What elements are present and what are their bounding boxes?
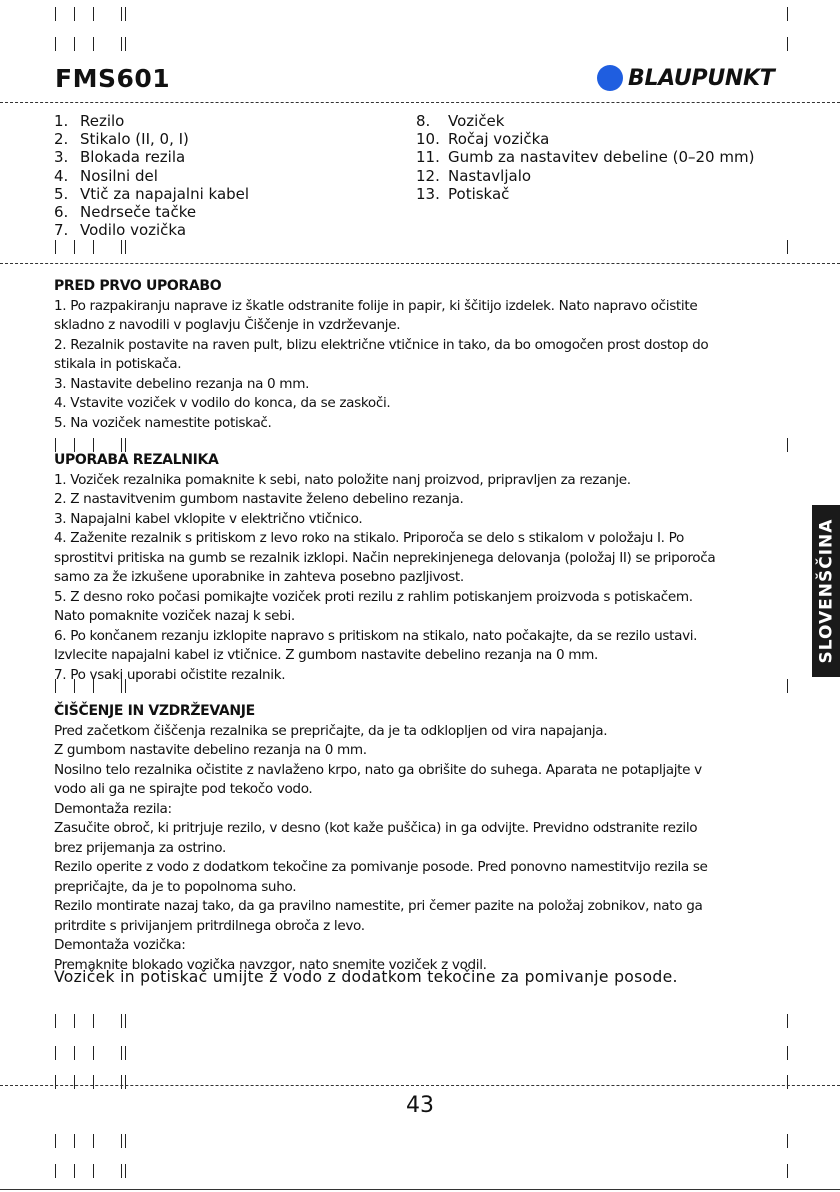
text-line: Premaknite blokado vozička navzgor, nato snemite voziček z vodil. [54, 956, 487, 973]
list-item: 10. Ročaj vozička [416, 130, 550, 149]
crop-mark [121, 1046, 122, 1060]
crop-mark [125, 1046, 126, 1060]
text-line: Rezilo montirate nazaj tako, da ga pravilno namestite, pri čemer pazite na položaj zobnikov, nato ga [54, 898, 703, 914]
guide-line [0, 102, 840, 103]
crop-mark [93, 7, 94, 21]
crop-mark [787, 679, 788, 693]
text-line: 2. Rezalnik postavite na raven pult, blizu električne vtičnice in tako, da bo omogočen prost dostop do [54, 336, 709, 353]
brand-name: BLAUPUNKT [628, 65, 775, 91]
list-item: 2. Stikalo (II, 0, I) [54, 130, 189, 149]
crop-mark [121, 1014, 122, 1028]
text-line: 3. Napajalni kabel vklopite v električno vtičnico. [54, 510, 363, 527]
crop-mark [55, 7, 56, 21]
crop-mark [55, 1046, 56, 1060]
text-line: Rezilo operite z vodo z dodatkom tekočine za pomivanje posode. Pred ponovno namestitvijo rezila se [54, 859, 708, 875]
language-tab [812, 505, 840, 677]
guide-line [0, 263, 840, 264]
crop-mark [55, 438, 56, 452]
crop-mark [787, 7, 788, 21]
crop-mark [121, 240, 122, 254]
crop-mark [93, 1134, 94, 1148]
text-line: 5. Z desno roko počasi pomikajte voziček proti rezilu z rahlim potiskanjem proizvoda s potiskačem. [54, 588, 693, 605]
text-line: 5. Na voziček namestite potiskač. [54, 414, 272, 431]
crop-mark [787, 438, 788, 452]
text-line: brez prijemanja za ostrino. [54, 839, 226, 856]
text-line: 3. Nastavite debelino rezanja na 0 mm. [54, 375, 310, 392]
text-line: 7. Po vsaki uporabi očistite rezalnik. [54, 666, 286, 683]
list-item: 8. Voziček [416, 112, 505, 130]
text-line: pritrdite s privijanjem pritrdilnega obroča z levo. [54, 917, 365, 934]
text-line: Pred začetkom čiščenja rezalnika se prepričajte, da je ta odklopljen od vira napajanja. [54, 722, 608, 739]
list-item: 12. Nastavljalo [416, 166, 532, 185]
crop-mark [93, 240, 94, 254]
list-item: 11. Gumb za nastavitev debeline (0–20 mm) [416, 148, 755, 167]
language-label: SLOVENŠČINA [816, 518, 836, 664]
crop-mark [787, 1014, 788, 1028]
text-line: Demontaža rezila: [54, 800, 172, 817]
parts-list-left [54, 112, 249, 239]
text-line: Z gumbom nastavite debelino rezanja na 0 mm. [54, 742, 367, 758]
crop-mark [74, 1014, 75, 1028]
list-item: 3. Blokada rezila [54, 148, 186, 167]
page-bottom-edge [0, 1189, 840, 1190]
brand-dot-icon [597, 65, 623, 91]
section-cleaning [54, 702, 784, 975]
crop-mark [121, 438, 122, 452]
section-heading: PRED PRVO UPORABO [54, 278, 222, 294]
crop-mark [121, 1164, 122, 1178]
parts-list-right [416, 112, 754, 203]
crop-mark [55, 1075, 56, 1089]
text-line: 6. Po končanem rezanju izklopite napravo s pritiskom na stikalo, nato počakajte, da se rezilo ustavi. [54, 627, 698, 644]
list-item: 6. Nedrseče tačke [54, 203, 197, 222]
crop-mark [74, 1164, 75, 1178]
crop-mark [74, 7, 75, 21]
crop-mark [787, 1075, 788, 1089]
crop-mark [55, 240, 56, 254]
crop-mark [121, 1134, 122, 1148]
crop-mark [125, 7, 126, 21]
text-line: Zasučite obroč, ki pritrjuje rezilo, v desno (kot kaže puščica) in ga odvijte. Previdno odstranite rezilo [54, 820, 698, 836]
crop-mark [55, 1164, 56, 1178]
section-first-use [54, 277, 784, 433]
crop-mark [74, 1134, 75, 1148]
crop-mark [55, 37, 56, 51]
guide-line [0, 1085, 840, 1086]
text-line: Nosilno telo rezalnika očistite z navlaženo krpo, nato ga obrišite do suhega. Aparata ne potapljajte v [54, 761, 702, 778]
list-item: 13. Potiskač [416, 184, 510, 203]
crop-mark [125, 240, 126, 254]
crop-mark [93, 37, 94, 51]
crop-mark [93, 1046, 94, 1060]
text-line: sprostitvi pritiska na gumb se rezalnik izklopi. Način neprekinjenega delovanja (položaj II) se priporoča [54, 549, 716, 566]
crop-mark [74, 1075, 75, 1089]
text-line: vodo ali ga ne spirajte pod tekočo vodo. [54, 781, 313, 797]
text-line: skladno z navodili v poglavju Čiščenje in vzdrževanje. [54, 317, 401, 333]
text-line: prepričajte, da je to popolnoma suho. [54, 878, 297, 895]
crop-mark [74, 1046, 75, 1060]
model-name: FMS601 [55, 64, 171, 93]
crop-mark [74, 438, 75, 452]
list-item: 7. Vodilo vozička [54, 221, 187, 240]
crop-mark [787, 1164, 788, 1178]
text-line: samo za že izkušene uporabnike in zahteva posebno pazljivost. [54, 569, 464, 585]
crop-mark [93, 438, 94, 452]
crop-mark [74, 37, 75, 51]
crop-mark [787, 1046, 788, 1060]
crop-mark [55, 1014, 56, 1028]
crop-mark [55, 1134, 56, 1148]
crop-mark [93, 1014, 94, 1028]
crop-mark [125, 1014, 126, 1028]
page-number: 43 [406, 1093, 434, 1118]
text-line: 4. Zaženite rezalnik s pritiskom z levo roko na stikalo. Priporoča se delo s stikalom v položaju I. Po [54, 530, 684, 546]
crop-mark [93, 1075, 94, 1089]
crop-mark [93, 1164, 94, 1178]
final-instruction: Voziček in potiskač umijte z vodo z dodatkom tekočine za pomivanje posode. [54, 968, 678, 986]
crop-mark [121, 1075, 122, 1089]
crop-mark [787, 37, 788, 51]
crop-mark [125, 37, 126, 51]
crop-mark [125, 1164, 126, 1178]
crop-mark [121, 37, 122, 51]
text-line: 1. Voziček rezalnika pomaknite k sebi, nato položite nanj proizvod, pripravljen za rezanje. [54, 471, 631, 488]
crop-mark [121, 7, 122, 21]
text-line: stikala in potiskača. [54, 356, 182, 372]
crop-mark [74, 240, 75, 254]
brand-logo [597, 64, 774, 92]
crop-mark [125, 438, 126, 452]
text-line: Izvlecite napajalni kabel iz vtičnice. Z gumbom nastavite debelino rezanja na 0 mm. [54, 647, 598, 663]
text-line: Demontaža vozička: [54, 937, 186, 953]
text-line: 4. Vstavite voziček v vodilo do konca, da se zaskoči. [54, 395, 391, 411]
list-item: 1. Rezilo [54, 112, 125, 130]
crop-mark [125, 1075, 126, 1089]
section-usage [54, 451, 784, 685]
text-line: 2. Z nastavitvenim gumbom nastavite želeno debelino rezanja. [54, 491, 464, 507]
list-item: 4. Nosilni del [54, 166, 158, 185]
text-line: 1. Po razpakiranju naprave iz škatle odstranite folije in papir, ki ščitijo izdelek. Nato napravo očistite [54, 297, 698, 314]
crop-mark [787, 1134, 788, 1148]
text-line: Nato pomaknite voziček nazaj k sebi. [54, 608, 295, 624]
list-item: 5. Vtič za napajalni kabel [54, 184, 250, 203]
crop-mark [125, 1134, 126, 1148]
crop-mark [787, 240, 788, 254]
section-heading: ČIŠČENJE IN VZDRŽEVANJE [54, 703, 255, 719]
section-heading: UPORABA REZALNIKA [54, 452, 219, 468]
